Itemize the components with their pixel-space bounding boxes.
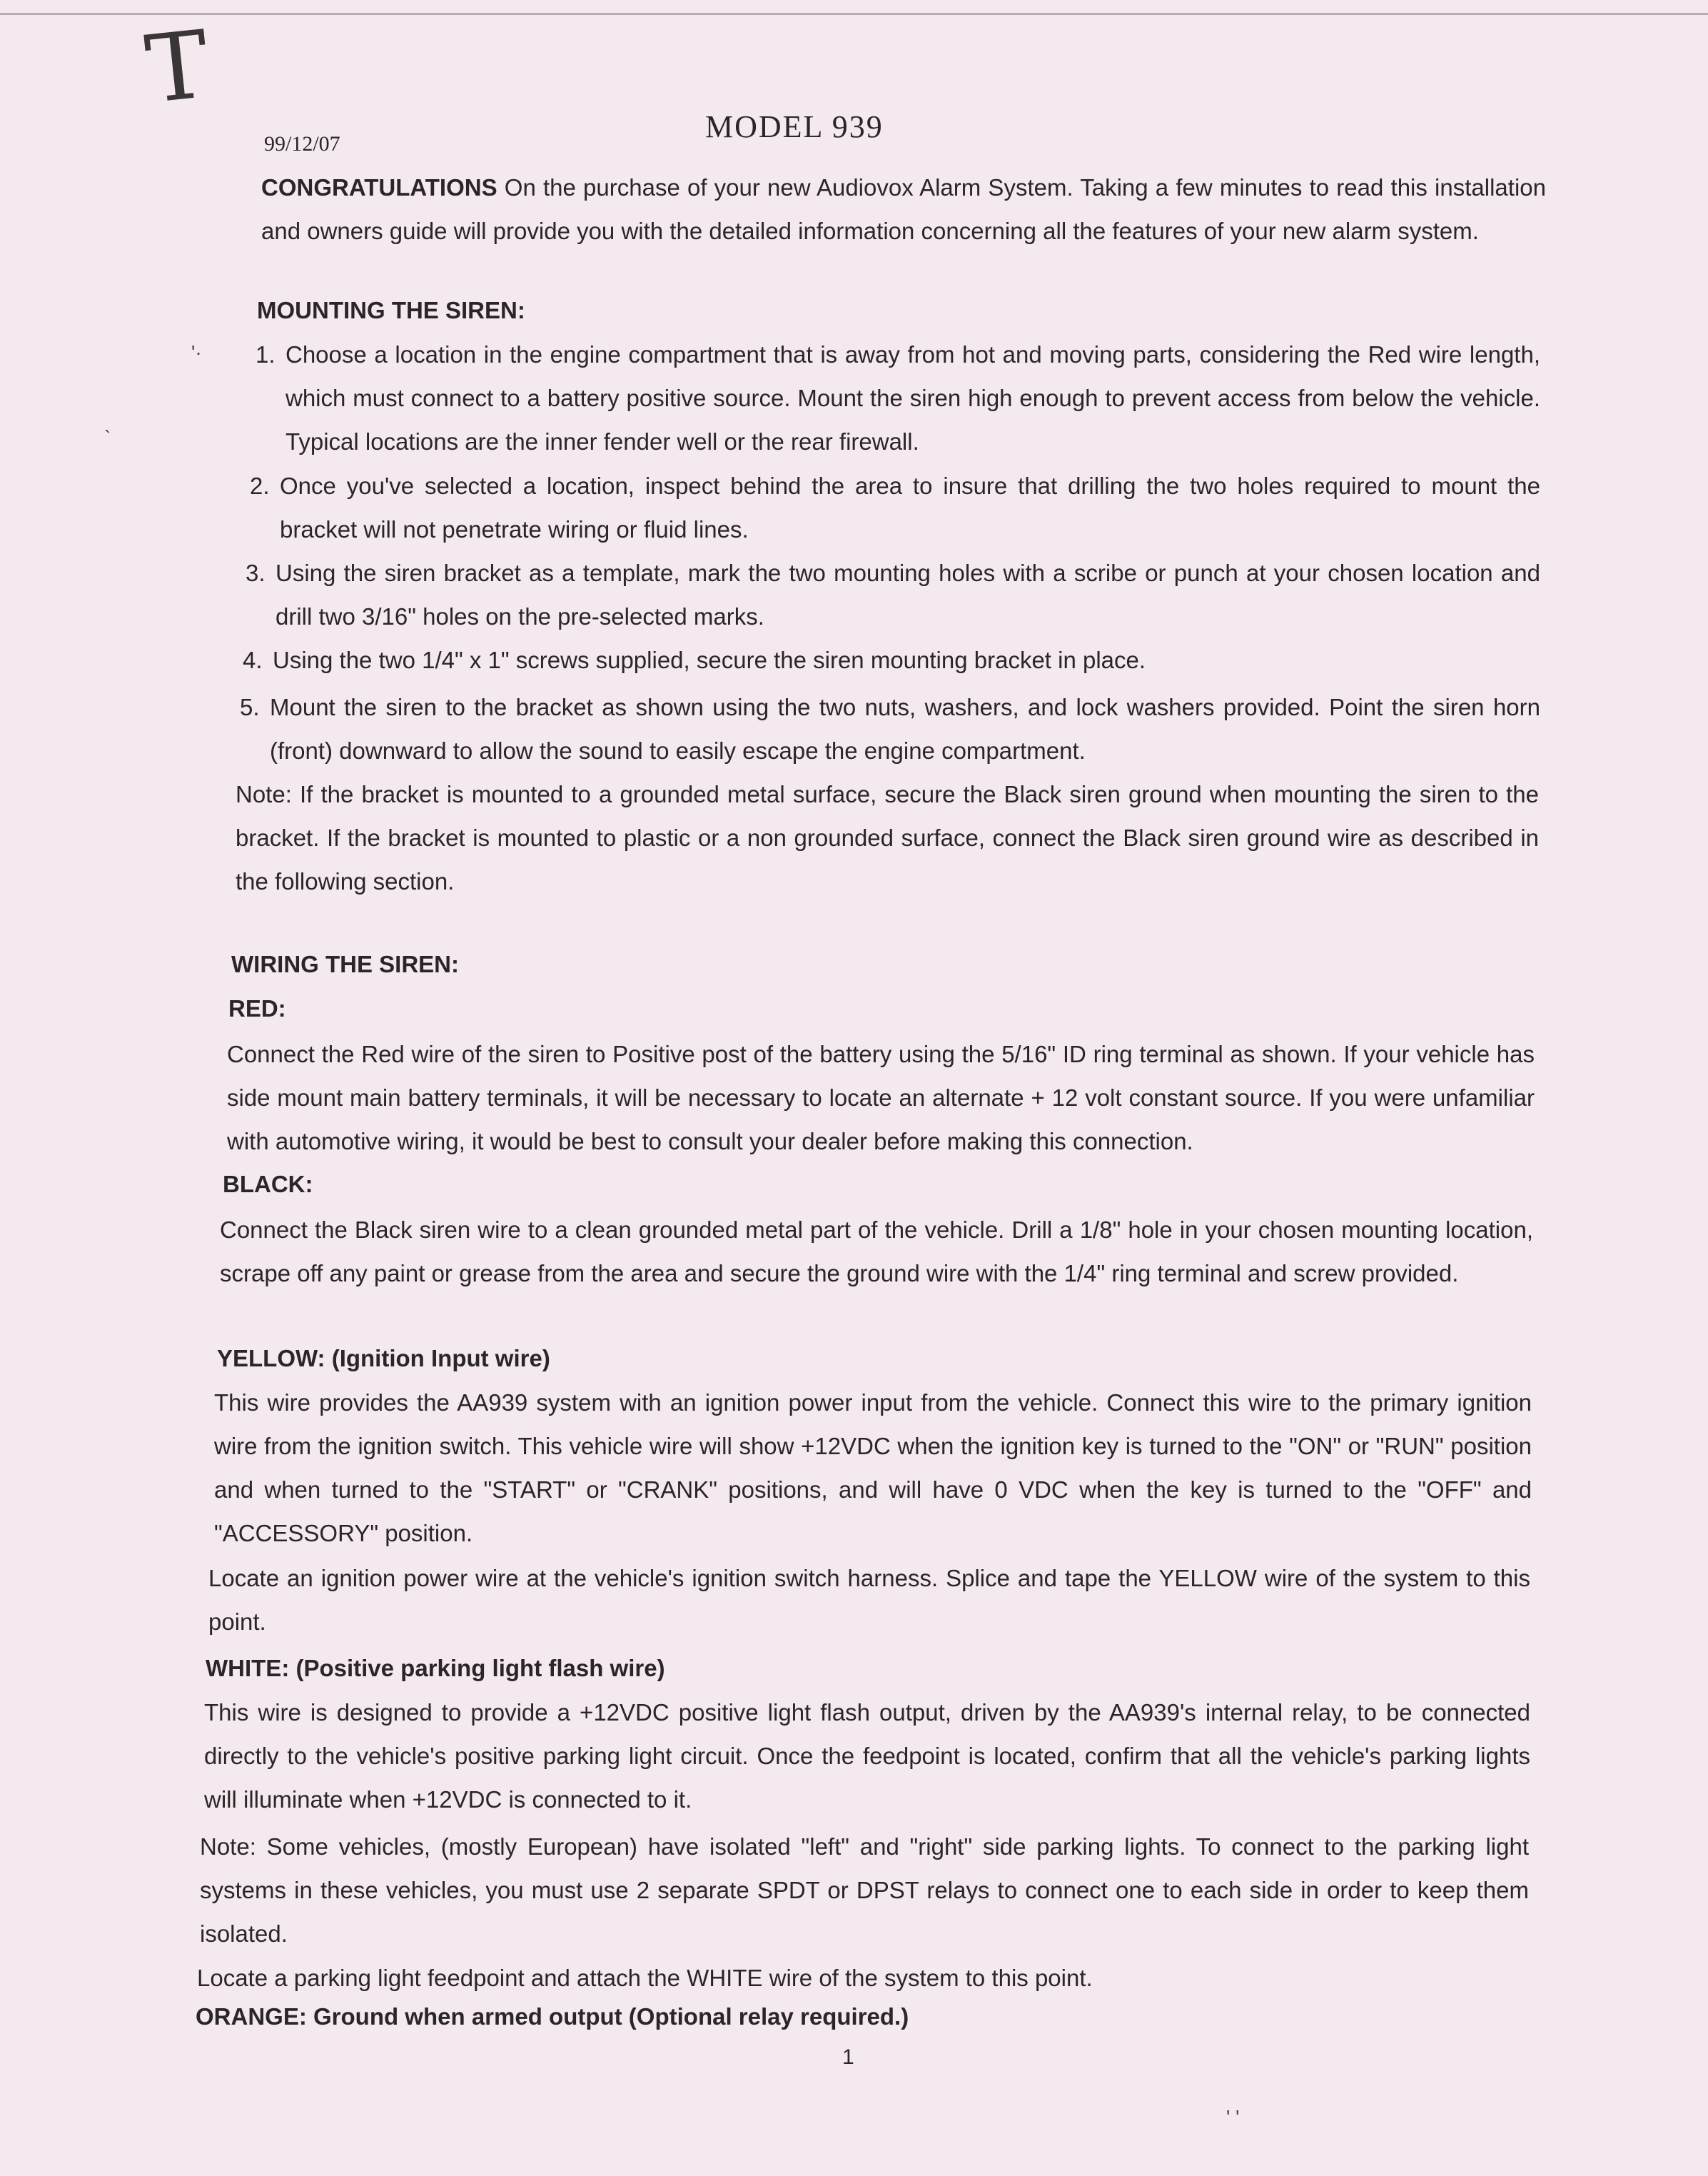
yellow-paragraph: This wire provides the AA939 system with an ignition power input from the vehicle. Connect this wire to the primary ignition wire from the ignition switch. This vehicle wire will show +12VDC when the ignition key is turned to the "ON" or "RUN" position and when turned to the "START" or "CRANK" positions, and will have 0 VDC when the key is turned to the "OFF" and "ACCESSORY" position. bbox=[214, 1389, 1532, 1546]
list-item bbox=[240, 685, 1540, 772]
white-paragraph: This wire is designed to provide a +12VDC positive light flash output, driven by the AA939's internal relay, to be connected directly to the vehicle's positive parking light circuit. Once the feedpoint is located, confirm that all the vehicle's parking lights will illuminate when +12VDC is connected to it. bbox=[204, 1699, 1530, 1813]
yellow-paragraph-2: Locate an ignition power wire at the vehicle's ignition switch harness. Splice and tape the YELLOW wire of the system to this point. bbox=[208, 1565, 1530, 1635]
scan-speck: '· bbox=[191, 341, 202, 363]
list-number: 2. bbox=[250, 473, 270, 499]
mounting-note: Note: If the bracket is mounted to a grounded metal surface, secure the Black siren ground when mounting the siren to the bracket. If the bracket is mounted to plastic or a non grounded surface, connect the Black siren ground wire as described in the following section. bbox=[236, 781, 1539, 895]
list-number: 5. bbox=[240, 694, 260, 720]
white-heading: WHITE: (Positive parking light flash wire) bbox=[206, 1655, 665, 1681]
intro-lead: CONGRATULATIONS bbox=[261, 174, 497, 201]
list-item bbox=[256, 333, 1540, 463]
list-item bbox=[243, 638, 1540, 682]
black-paragraph: Connect the Black siren wire to a clean grounded metal part of the vehicle. Drill a 1/8" hole in your chosen mounting location, scrape off any paint or grease from the area and secure the ground wire with the 1/4" ring terminal and screw provided. bbox=[220, 1217, 1533, 1286]
list-text: Choose a location in the engine compartment that is away from hot and moving parts, considering the Red wire length, which must connect to a battery positive source. Mount the siren high enough to prevent access from below the vehicle. Typical locations are the inner fender well or the rear firewall. bbox=[285, 341, 1540, 455]
mounting-heading: MOUNTING THE SIREN: bbox=[257, 297, 525, 323]
scan-edge-line bbox=[0, 13, 1708, 15]
white-note: Note: Some vehicles, (mostly European) have isolated "left" and "right" side parking lights. To connect to the parking light systems in these vehicles, you must use 2 separate SPDT or DPST relays to connect one to each side in order to keep them isolated. bbox=[200, 1833, 1529, 1947]
list-number: 4. bbox=[243, 647, 263, 673]
page-title: MODEL 939 bbox=[705, 109, 884, 144]
list-text: Using the siren bracket as a template, mark the two mounting holes with a scribe or punch at your chosen location and drill two 3/16" holes on the pre-selected marks. bbox=[276, 560, 1540, 630]
list-text: Once you've selected a location, inspect behind the area to insure that drilling the two holes required to mount the bracket will not penetrate wiring or fluid lines. bbox=[280, 473, 1540, 543]
scan-speck: ` bbox=[104, 427, 111, 449]
page-number: 1 bbox=[842, 2045, 854, 2069]
orange-heading: ORANGE: Ground when armed output (Optional relay required.) bbox=[196, 2003, 909, 2030]
black-heading: BLACK: bbox=[223, 1171, 313, 1197]
list-number: 3. bbox=[246, 560, 266, 586]
red-heading: RED: bbox=[228, 995, 286, 1022]
intro-text: On the purchase of your new Audiovox Alarm System. Taking a few minutes to read this installation and owners guide will provide you with the detailed information concerning all the features of your new alarm system. bbox=[261, 174, 1546, 244]
handwritten-mark: T bbox=[141, 9, 214, 125]
list-text: Mount the siren to the bracket as shown using the two nuts, washers, and lock washers provided. Point the siren horn (front) downward to allow the sound to easily escape the engine compartment. bbox=[270, 694, 1540, 764]
wiring-heading: WIRING THE SIREN: bbox=[231, 951, 459, 977]
list-item bbox=[250, 464, 1540, 551]
white-paragraph-2: Locate a parking light feedpoint and attach the WHITE wire of the system to this point. bbox=[197, 1965, 1093, 1991]
red-paragraph: Connect the Red wire of the siren to Positive post of the battery using the 5/16" ID ring terminal as shown. If your vehicle has side mount main battery terminals, it will be necessary to locate an alternate + 12 volt constant source. If you were unfamiliar with automotive wiring, it would be best to consult your dealer before making this connection. bbox=[227, 1041, 1535, 1154]
intro-paragraph bbox=[261, 166, 1546, 253]
scan-speck: ' ' bbox=[1226, 2106, 1240, 2128]
list-number: 1. bbox=[256, 341, 276, 368]
yellow-heading: YELLOW: (Ignition Input wire) bbox=[217, 1345, 550, 1371]
list-item bbox=[246, 551, 1540, 638]
document-date: 99/12/07 bbox=[264, 132, 340, 156]
list-text: Using the two 1/4" x 1" screws supplied, secure the siren mounting bracket in place. bbox=[273, 647, 1146, 673]
